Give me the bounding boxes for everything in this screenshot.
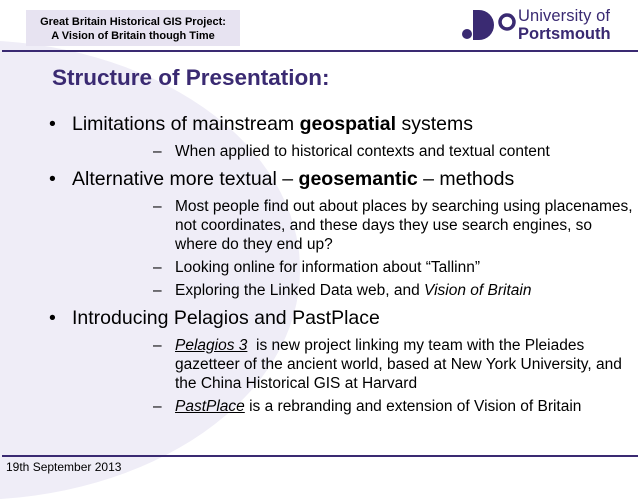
sub-item: – When applied to historical contexts and textual content [153,143,550,160]
project-header-line2: A Vision of Britain though Time [51,30,215,42]
bullet-item: • Introducing Pelagios and PastPlace – Pelagios 3 is new project linking my team with the Pleiades gazetteer of the ancient world, based at New York University, and the China Historical GIS at Harvard – PastPlace is a rebranding and extension of Vision of Britain [0,306,638,416]
bullet-item: • Alternative more textual – geosemantic – methods – Most people find out about places by searching using placenames, not coordinates, and these days they use search engines, so where do they end up? – Looking online for information about “Tallinn” – Exploring the Linked Data web, and Vision of Britain [0,167,638,300]
university-logo [461,7,633,43]
keyword-geospatial: geospatial [299,113,397,135]
footer-divider [2,455,638,457]
bullet-list [0,112,638,422]
sub-list [72,336,638,416]
sub-list [72,197,638,300]
bullet-item: • Limitations of mainstream geospatial systems – When applied to historical contexts and textual content [0,112,638,161]
pelagios-link[interactable]: Pelagios 3 [175,337,248,354]
portsmouth-logo-icon [461,7,517,43]
sub-item: – Exploring the Linked Data web, and Vision of Britain [153,282,532,299]
sub-item: – PastPlace is a rebranding and extension of Vision of Britain [153,398,582,415]
slide-title: Structure of Presentation: [52,65,330,90]
keyword-geosemantic: geosemantic [298,168,418,190]
header-divider [2,50,638,52]
bullet-marker: • [49,168,56,190]
logo-text [518,7,611,43]
bullet-marker: • [49,113,56,135]
sub-list [72,142,638,161]
project-header [26,10,240,46]
sub-item: – Pelagios 3 is new project linking my team with the Pleiades gazetteer of the ancient world, based at New York University, and the China Historical GIS at Harvard [153,337,627,392]
sub-item: – Most people find out about places by searching using placenames, not coordinates, and these days they use search engines, so where do they end up? [153,198,633,253]
logo-university: University of [518,7,611,25]
footer-date: 19th September 2013 [6,460,122,474]
sub-item: – Looking online for information about “Tallinn” [153,259,481,276]
logo-portsmouth: Portsmouth [518,25,611,43]
project-header-line1: Great Britain Historical GIS Project: [40,16,226,28]
bullet-marker: • [49,307,56,329]
pastplace-link[interactable]: PastPlace [175,398,245,415]
